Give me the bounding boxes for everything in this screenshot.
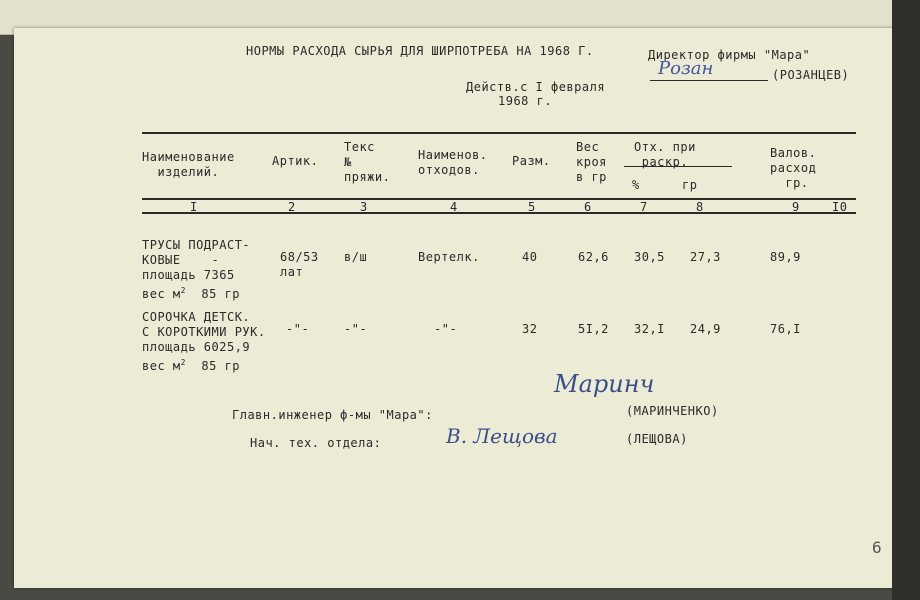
col-number-7: 7 <box>640 200 648 214</box>
header-waste: Отх. при раскр. <box>634 140 696 169</box>
page-mark: 6 <box>872 538 883 557</box>
tech-head-label: Нач. тех. отдела: <box>250 436 382 450</box>
document-title: НОРМЫ РАСХОДА СЫРЬЯ ДЛЯ ШИРПОТРЕБА НА 1968 Г. <box>246 44 594 58</box>
row-item-name: ТРУСЫ ПОДРАСТ- КОВЫЕ - площадь 7365 вес $м^2$ 85 гр <box>142 238 251 301</box>
header-waste-name: Наименов. отходов. <box>418 148 488 177</box>
row-waste-name: Вертелк. <box>418 250 480 264</box>
chief-engineer-name: (МАРИНЧЕНКО) <box>626 404 719 418</box>
row-article: -"- <box>286 322 310 336</box>
row-waste-pct: 30,5 <box>634 250 665 264</box>
table-header-rule <box>142 198 856 200</box>
row-item-name: СОРОЧКА ДЕТСК. С КОРОТКИМИ РУК. площадь 6025,9 вес $м^2$ 85 гр <box>142 310 266 373</box>
header-size: Разм. <box>512 154 551 168</box>
row-size: 40 <box>522 250 538 264</box>
director-signature-line <box>650 80 768 81</box>
row-size: 32 <box>522 322 538 336</box>
header-waste-gr: гр <box>682 178 698 192</box>
col-number-9: 9 <box>792 200 800 214</box>
table-number-rule <box>142 212 856 214</box>
effective-date-line2: 1968 г. <box>498 94 553 108</box>
chief-engineer-signature: Маринч <box>554 370 655 398</box>
col-number-3: 3 <box>360 200 368 214</box>
dark-edge <box>892 0 920 600</box>
row-yarn: -"- <box>344 322 368 336</box>
col-number-8: 8 <box>696 200 704 214</box>
row-cut-weight: 62,6 <box>578 250 609 264</box>
col-number-6: 6 <box>584 200 592 214</box>
document-page <box>14 28 906 588</box>
row-waste-name: -"- <box>434 322 458 336</box>
col-number-5: 5 <box>528 200 536 214</box>
table-top-rule <box>142 132 856 134</box>
header-gross: Валов. расход гр. <box>770 146 817 190</box>
row-cut-weight: 5I,2 <box>578 322 609 336</box>
header-yarn: Текс № пряжи. <box>344 140 391 184</box>
row-waste-pct: 32,I <box>634 322 665 336</box>
director-name: (РОЗАНЦЕВ) <box>772 68 850 82</box>
header-article: Артик. <box>272 154 319 168</box>
col-number-2: 2 <box>288 200 296 214</box>
tech-head-signature: В. Лещова <box>446 424 558 448</box>
header-waste-pct: % <box>632 178 640 192</box>
header-cut-weight: Вес кроя в гр <box>576 140 607 184</box>
row-waste-gr: 24,9 <box>690 322 721 336</box>
row-waste-gr: 27,3 <box>690 250 721 264</box>
effective-date-line1: Действ.с I февраля <box>466 80 606 94</box>
chief-engineer-label: Главн.инженер ф-мы "Мара": <box>232 408 433 422</box>
row-gross: 76,I <box>770 322 801 336</box>
director-signature: Розан <box>658 58 714 79</box>
row-yarn: в/ш <box>344 250 368 264</box>
director-label: Директор фирмы "Мара" <box>648 48 811 62</box>
col-number-1: I <box>190 200 198 214</box>
row-gross: 89,9 <box>770 250 801 264</box>
tech-head-name: (ЛЕЩОВА) <box>626 432 688 446</box>
col-number-10: I0 <box>832 200 848 214</box>
row-article: 68/53 лат <box>280 250 319 279</box>
header-name: Наименование изделий. <box>142 150 235 179</box>
col-number-4: 4 <box>450 200 458 214</box>
